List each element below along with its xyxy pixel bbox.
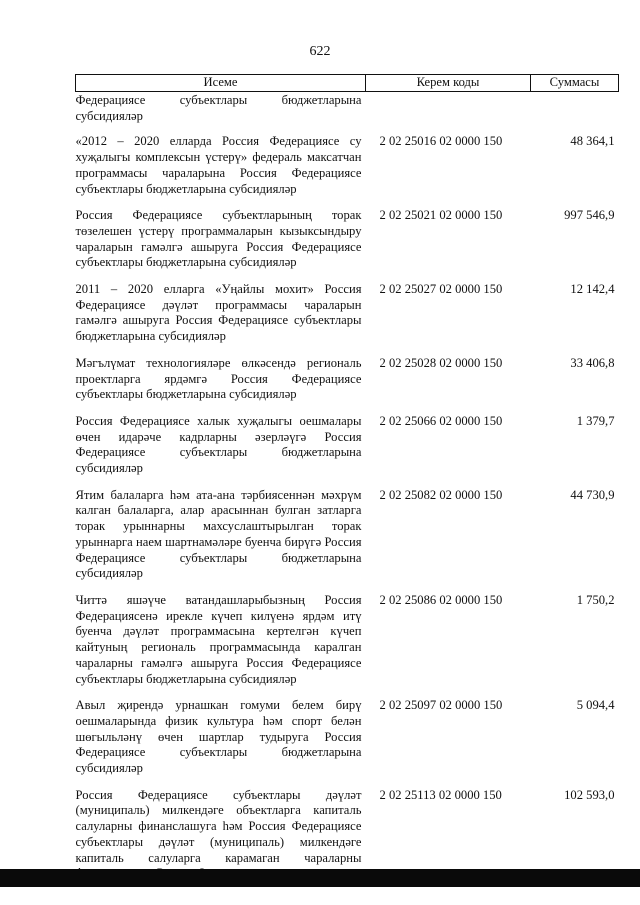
row-name: Авыл җирендә урнашкан гомуми белем бирү оешмаларында физик культура һәм спорт белән шөгыльләнү өчен шартлар тудыруга Россия Федерациясе субъектлары бюджетларына субсидияләр bbox=[75, 698, 362, 776]
row-amount: 997 546,9 bbox=[564, 208, 615, 223]
table-row-continuation bbox=[76, 92, 619, 135]
row-name: «2012 – 2020 елларда Россия Федерациясе су хуҗалыгы комплексын үстерү» федераль максатчан программасы чараларына Россия Федерациясе субъектлары бюджетларына субсидияләр bbox=[75, 134, 362, 196]
table-row bbox=[76, 414, 619, 488]
row-name: Читтә яшәүче ватандашларыбызның Россия Федерациясенә ирекле күчеп килүенә ярдәм итү буенча дәүләт программасына кертелгән күчеп кайтуның региональ программасында каралган чараларны гамәлгә ашыруга Россия Федерациясе субъектлары бюджетларына субсидияләр bbox=[75, 592, 362, 686]
continuation-text: Федерациясе субъектлары бюджетларына субсидияләр bbox=[75, 93, 362, 123]
row-name: Россия Федерациясе субъектлары дәүләт (муниципаль) милкендәге объектларга капиталь салуларны финанслашуга һәм Россия Федерациясе субъектлары дәүләт (муниципаль) милкендәге капиталь салуларга карамаган чараларны bbox=[75, 787, 362, 865]
row-code: 2 02 25021 02 0000 150 bbox=[379, 208, 503, 223]
row-code: 2 02 25028 02 0000 150 bbox=[379, 355, 503, 370]
empty-code-cell bbox=[366, 92, 531, 135]
table-header-row bbox=[76, 75, 619, 92]
table-row bbox=[76, 208, 619, 282]
table-row bbox=[76, 488, 619, 593]
row-code: 2 02 25113 02 0000 150 bbox=[379, 787, 502, 802]
row-name: 2011 – 2020 елларга «Уңайлы мохит» Россия Федерациясе дәүләт программасы чараларын гамәлгә ашыруга Россия Федерациясе субъектлары бюджетларына субсидияләр bbox=[75, 282, 362, 344]
header-name: Исеме bbox=[76, 75, 366, 92]
table-row bbox=[76, 134, 619, 208]
row-amount: 102 593,0 bbox=[564, 787, 615, 802]
row-name: Ятим балаларга һәм ата-ана тәрбиясеннән мәхрүм калган балаларга, алар арасыннан булган затларга торак урыннарны махсуслаштырылган торак урыннарга наем шартнамәләре буенча бирүгә Россия Федерациясе субъектлары бюджетларына субсидияләр bbox=[75, 487, 362, 581]
row-amount: 48 364,1 bbox=[570, 134, 615, 149]
row-code: 2 02 25016 02 0000 150 bbox=[379, 134, 503, 149]
row-name: Россия Федерациясе халык хуҗалыгы оешмалары өчен идарәче кадрларны әзерләүгә Россия Федерациясе субъектлары бюджетларына субсидияләр bbox=[75, 413, 362, 476]
table-row bbox=[76, 356, 619, 414]
row-amount: 1 750,2 bbox=[576, 592, 615, 607]
table-row bbox=[76, 282, 619, 356]
row-amount: 12 142,4 bbox=[570, 282, 615, 297]
empty-amount-cell bbox=[531, 92, 619, 135]
header-amount: Суммасы bbox=[531, 75, 619, 92]
row-code: 2 02 25082 02 0000 150 bbox=[379, 487, 503, 502]
row-code: 2 02 25027 02 0000 150 bbox=[379, 282, 503, 297]
row-code: 2 02 25086 02 0000 150 bbox=[379, 592, 503, 607]
row-code: 2 02 25066 02 0000 150 bbox=[379, 413, 503, 428]
header-code: Керем коды bbox=[366, 75, 531, 92]
row-name: Россия Федерациясе субъектларының торак төзелешен үстерү программаларын кызыксындыру чараларын гамәлгә ашыруга Россия Федерациясе субъектлары бюджетларына субсидияләр bbox=[75, 208, 362, 270]
row-amount: 44 730,9 bbox=[570, 487, 615, 502]
row-amount: 1 379,7 bbox=[576, 413, 615, 428]
row-amount: 5 094,4 bbox=[576, 698, 615, 713]
row-name: Мәгълүмат технологияләре өлкәсендә региональ проектларга ярдәмгә Россия Федерациясе субъектлары бюджетларына субсидияләр bbox=[75, 355, 362, 402]
page-number: 622 bbox=[309, 44, 331, 59]
table-row bbox=[76, 593, 619, 698]
row-code: 2 02 25097 02 0000 150 bbox=[379, 698, 503, 713]
budget-table bbox=[75, 74, 618, 893]
table-row bbox=[76, 698, 619, 788]
scan-bottom-bar bbox=[0, 869, 640, 887]
row-amount: 33 406,8 bbox=[570, 355, 615, 370]
